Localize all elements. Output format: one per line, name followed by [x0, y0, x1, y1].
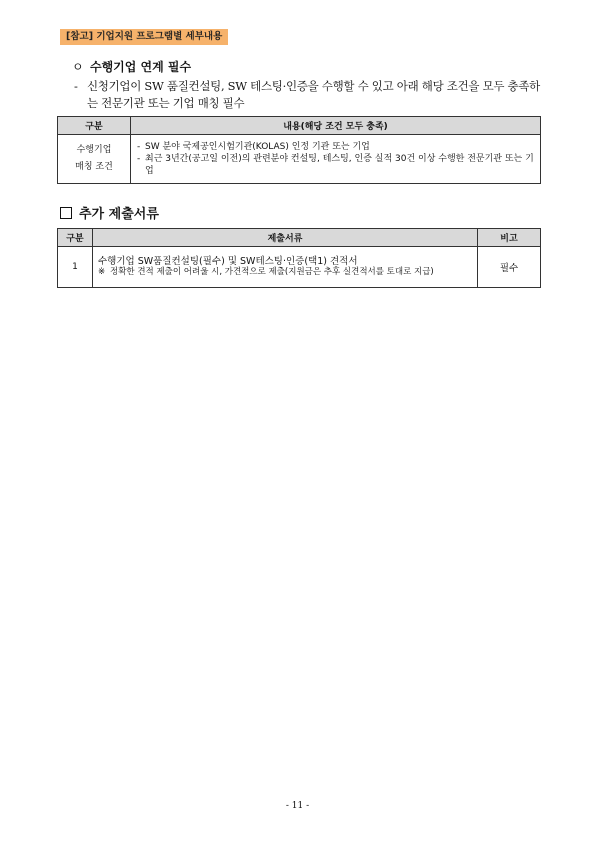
row-number: 1 — [58, 247, 93, 288]
section-title-additional-documents — [60, 203, 159, 222]
section-title-partner-matching — [72, 58, 191, 75]
list-item: - SW 분야 국제공인시험기관(KOLAS) 인정 기관 또는 기업 — [137, 142, 370, 152]
matching-conditions-table — [57, 116, 541, 184]
category-line2: 매칭 조건 — [75, 162, 113, 172]
document-note — [98, 267, 472, 278]
table-header-row — [58, 229, 541, 247]
dash-marker: - — [74, 79, 78, 93]
header-number: 구분 — [58, 229, 93, 247]
remark-cell: 필수 — [478, 247, 541, 288]
page-number: - 11 - — [285, 801, 310, 811]
category-line1: 수행기업 — [76, 145, 112, 155]
document-name: 수행기업 SW품질컨설팅(필수) 및 SW테스팅·인증(택1) 견적서 — [98, 256, 358, 267]
list-item: - 최근 3년간(공고일 이전)의 관련분야 컨설팅, 테스팅, 인증 실적 30건 이상 수행한 전문기관 또는 기업 — [137, 154, 534, 176]
header-remarks: 비고 — [478, 229, 541, 247]
section1-description — [74, 78, 540, 112]
reference-mark-icon: ※ — [98, 267, 106, 277]
section2-title-text: 추가 제출서류 — [79, 207, 159, 222]
table-header-row — [58, 117, 541, 135]
category-cell — [58, 135, 131, 184]
section1-title-text: 수행기업 연계 필수 — [90, 60, 192, 74]
section1-description-text: 신청기업이 SW 품질컨설팅, SW 테스팅·인증을 수행할 수 있고 아래 해당 조건을 모두 충족하는 전문기관 또는 기업 매칭 필수 — [87, 79, 540, 110]
reference-tag: [참고] 기업지원 프로그램별 세부내용 — [60, 29, 228, 45]
condition-experience: 최근 3년간(공고일 이전)의 관련분야 컨설팅, 테스팅, 인증 실적 30건 이상 수행한 전문기관 또는 기업 — [145, 154, 534, 176]
header-documents: 제출서류 — [93, 229, 478, 247]
header-category: 구분 — [58, 117, 131, 135]
table-row — [58, 135, 541, 184]
condition-kolas: SW 분야 국제공인시험기관(KOLAS) 인정 기관 또는 기업 — [145, 142, 370, 152]
document-cell — [93, 247, 478, 288]
circle-bullet-icon: ㅇ — [72, 60, 84, 74]
note-text: 정확한 견적 제출이 어려울 시, 가견적으로 제출(지원금은 추후 실견적서를 토대로 지급) — [110, 267, 434, 277]
header-content: 내용(해당 조건 모두 충족) — [131, 117, 541, 135]
documents-table — [57, 228, 541, 288]
table-row — [58, 247, 541, 288]
checkbox-square-icon — [60, 207, 72, 219]
content-cell — [131, 135, 541, 184]
